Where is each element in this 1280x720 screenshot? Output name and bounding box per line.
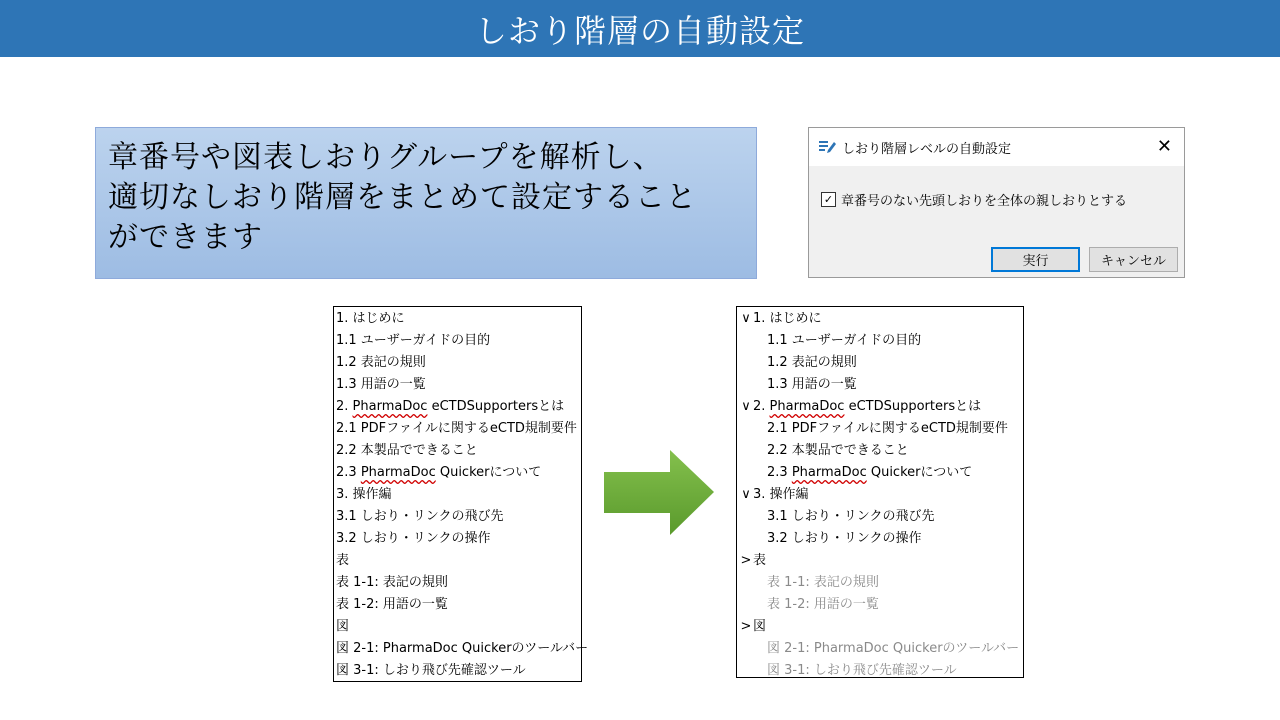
bookmark-tree-item[interactable]	[737, 616, 1023, 638]
chevron-down-icon[interactable]: ∨	[741, 399, 751, 414]
bookmark-text: 1.3 用語の一覧	[767, 377, 857, 392]
spellcheck-word: PharmaDoc	[791, 465, 867, 480]
parent-bookmark-checkbox[interactable]	[821, 192, 836, 207]
bookmark-tree-item[interactable]	[737, 396, 1023, 418]
bookmark-item[interactable]	[334, 638, 589, 660]
bookmark-item[interactable]	[334, 506, 581, 528]
bookmark-item[interactable]	[334, 440, 581, 462]
bookmark-item[interactable]	[334, 550, 581, 572]
bookmark-tree-item[interactable]	[737, 440, 1023, 462]
check-icon: ✓	[823, 193, 834, 206]
right-arrow-icon	[604, 450, 714, 535]
bookmark-text: 表 1-1: 表記の規則	[336, 575, 448, 590]
bookmark-text: 2.	[336, 399, 353, 414]
bookmark-tree-item[interactable]	[737, 572, 1023, 594]
bookmark-text: 2.	[753, 399, 770, 414]
bookmark-text: 2.1 PDFファイルに関するeCTD規制要件	[336, 421, 577, 436]
bookmark-tree-item[interactable]	[737, 660, 1023, 682]
bookmark-text: 1. はじめに	[336, 311, 405, 326]
bookmark-text: 2.2 本製品でできること	[336, 443, 478, 458]
bookmark-edit-icon	[818, 138, 836, 156]
bookmark-item[interactable]	[334, 308, 581, 330]
spellcheck-word: PharmaDoc	[352, 399, 428, 414]
bookmark-tree-item[interactable]	[737, 418, 1023, 440]
bookmark-tree-item[interactable]	[737, 374, 1023, 396]
dialog-titlebar	[809, 128, 1184, 166]
bookmark-item[interactable]	[334, 418, 581, 440]
dialog-title: しおり階層レベルの自動設定	[842, 141, 1012, 157]
chevron-down-icon[interactable]: ∨	[741, 311, 751, 326]
bookmark-list-before	[333, 306, 589, 682]
slide-title: しおり階層の自動設定	[474, 11, 805, 50]
bookmark-text: Quickerについて	[435, 465, 542, 480]
spellcheck-word: PharmaDoc	[769, 399, 845, 414]
bookmark-text: 図 2-1: PharmaDoc Quickerのツールバー	[767, 641, 1020, 656]
bookmark-text: 図 3-1: しおり飛び先確認ツール	[336, 663, 526, 678]
chevron-down-icon[interactable]: ∨	[741, 487, 751, 502]
auto-level-dialog	[808, 127, 1185, 278]
bookmark-tree-item[interactable]	[737, 308, 1023, 330]
parent-bookmark-option[interactable]	[821, 190, 1127, 209]
description-line: 適切なしおり階層をまとめて設定すること	[108, 180, 697, 215]
bookmark-tree-item[interactable]	[737, 550, 1023, 572]
bookmark-text: 表 1-2: 用語の一覧	[767, 597, 879, 612]
bookmark-text: 1.2 表記の規則	[336, 355, 426, 370]
bookmark-item[interactable]	[334, 660, 581, 682]
checkbox-label: 章番号のない先頭しおりを全体の親しおりとする	[841, 194, 1128, 209]
bookmark-text: eCTDSupportersとは	[844, 399, 982, 414]
bookmark-text: eCTDSupportersとは	[427, 399, 565, 414]
bookmark-text: 表	[336, 553, 350, 568]
description-box	[95, 127, 757, 279]
bookmark-text: 1.3 用語の一覧	[336, 377, 426, 392]
chevron-right-icon[interactable]: >	[740, 619, 752, 634]
bookmark-text: 2.2 本製品でできること	[767, 443, 909, 458]
bookmark-text: 2.1 PDFファイルに関するeCTD規制要件	[767, 421, 1008, 436]
bookmark-item[interactable]	[334, 594, 581, 616]
bookmark-tree-item[interactable]	[737, 484, 1023, 506]
bookmark-text: 3. 操作編	[753, 487, 809, 502]
bookmark-text: 3. 操作編	[336, 487, 392, 502]
bookmark-text: 1.1 ユーザーガイドの目的	[336, 333, 491, 348]
bookmark-text: 3.1 しおり・リンクの飛び先	[767, 509, 935, 524]
description-line: 章番号や図表しおりグループを解析し、	[108, 140, 664, 175]
bookmark-item[interactable]	[334, 616, 581, 638]
bookmark-text: 1.2 表記の規則	[767, 355, 857, 370]
bookmark-tree-item[interactable]	[737, 528, 1023, 550]
cancel-button[interactable]: キャンセル	[1089, 247, 1178, 272]
bookmark-text: 1.1 ユーザーガイドの目的	[767, 333, 922, 348]
bookmark-item[interactable]	[334, 484, 581, 506]
close-icon[interactable]: ✕	[1156, 136, 1172, 157]
bookmark-tree-item[interactable]	[737, 506, 1023, 528]
bookmark-text: 表 1-2: 用語の一覧	[336, 597, 448, 612]
bookmark-text: 表 1-1: 表記の規則	[767, 575, 879, 590]
bookmark-item[interactable]	[334, 528, 581, 550]
bookmark-text: 図 3-1: しおり飛び先確認ツール	[767, 663, 957, 678]
bookmark-item[interactable]	[334, 352, 581, 374]
bookmark-tree-item[interactable]	[737, 330, 1023, 352]
description-line: ができます	[108, 220, 263, 255]
bookmark-text: 3.2 しおり・リンクの操作	[336, 531, 491, 546]
bookmark-text: 3.1 しおり・リンクの飛び先	[336, 509, 504, 524]
bookmark-item[interactable]	[334, 572, 581, 594]
bookmark-item[interactable]	[334, 396, 581, 418]
bookmark-tree-after	[736, 306, 1024, 678]
bookmark-text: Quickerについて	[866, 465, 973, 480]
bookmark-item[interactable]	[334, 374, 581, 396]
slide-title-bar	[0, 0, 1280, 57]
bookmark-tree-item[interactable]	[737, 462, 1023, 484]
bookmark-tree-item[interactable]	[737, 352, 1023, 374]
bookmark-item[interactable]	[334, 462, 581, 484]
bookmark-text: 1. はじめに	[753, 311, 822, 326]
bookmark-text: 表	[753, 553, 767, 568]
bookmark-text: 2.3	[336, 465, 361, 480]
bookmark-text: 3.2 しおり・リンクの操作	[767, 531, 922, 546]
run-button[interactable]: 実行	[991, 247, 1080, 272]
spellcheck-word: PharmaDoc	[360, 465, 436, 480]
bookmark-tree-item[interactable]	[737, 638, 1023, 660]
bookmark-text: 図 2-1: PharmaDoc Quickerのツールバー	[336, 641, 589, 656]
chevron-right-icon[interactable]: >	[740, 553, 752, 568]
bookmark-item[interactable]	[334, 330, 581, 352]
bookmark-text: 図	[336, 619, 350, 634]
bookmark-text: 2.3	[767, 465, 792, 480]
bookmark-tree-item[interactable]	[737, 594, 1023, 616]
bookmark-text: 図	[753, 619, 767, 634]
